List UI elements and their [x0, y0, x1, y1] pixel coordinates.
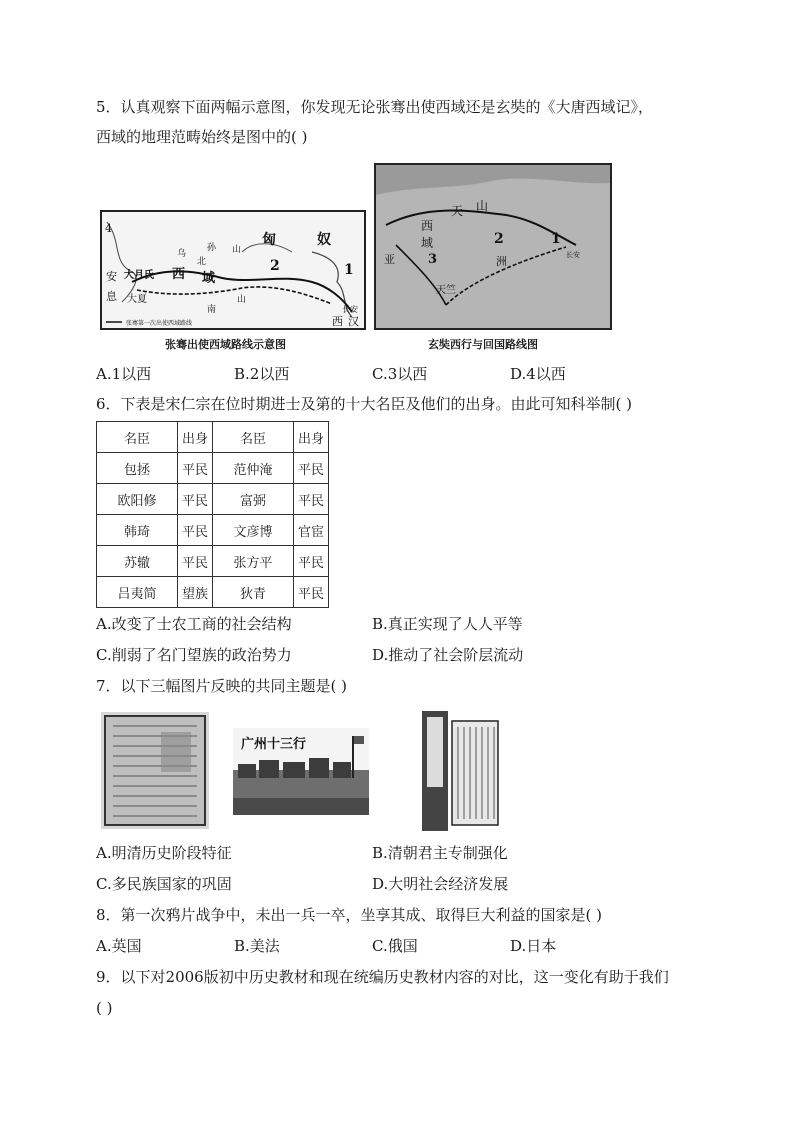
q5-option-b[interactable]: B.2以西	[234, 365, 290, 383]
q5-option-d[interactable]: D.4以西	[510, 365, 566, 383]
q7-option-c[interactable]: C.多民族国家的巩固	[96, 875, 232, 893]
map2-label: 山	[476, 199, 489, 213]
map1-label: 南	[207, 305, 217, 315]
q8-option-a[interactable]: A.英国	[96, 937, 142, 955]
table-header-cell: 出身	[294, 422, 329, 453]
question-6-text: 6．下表是宋仁宗在位时期进士及第的十大名臣及他们的出身。由此可知科举制( )	[96, 395, 633, 413]
q8-option-d[interactable]: D.日本	[510, 937, 557, 955]
map1-label: 2	[270, 258, 280, 274]
table-cell: 平民	[178, 546, 213, 577]
q8-option-b[interactable]: B.美法	[234, 937, 280, 955]
question-9-text-line1: 9．以下对2006版初中历史教材和现在统编历史教材内容的对比，这一变化有助于我们	[96, 968, 669, 986]
photo2-title: 广州十三行	[241, 737, 307, 752]
zhang-qian-route-map	[100, 210, 366, 330]
table-row	[97, 484, 329, 515]
xuanzang-route-map	[374, 163, 612, 330]
xuanzang-map-drawing	[376, 165, 610, 328]
table-cell: 平民	[294, 546, 329, 577]
q6-option-a[interactable]: A.改变了士农工商的社会结构	[96, 615, 292, 633]
map2-label: 域	[421, 236, 434, 250]
map1-label: 匈	[262, 232, 276, 248]
map2-label: 西	[421, 219, 434, 233]
table-cell: 平民	[294, 484, 329, 515]
map1-label: 汉	[348, 315, 359, 328]
q6-option-b[interactable]: B.真正实现了人人平等	[372, 615, 523, 633]
map1-label: 大夏	[127, 294, 147, 305]
map1-label: 大月氏	[124, 270, 154, 281]
table-row	[97, 515, 329, 546]
table-header-cell: 名臣	[97, 422, 178, 453]
q5-option-c[interactable]: C.3以西	[372, 365, 428, 383]
map2-label: 洲	[496, 255, 507, 268]
map2-label: 3	[428, 252, 438, 267]
map2-label: 天	[451, 204, 464, 218]
ministers-table	[96, 421, 329, 608]
table-cell: 苏辙	[97, 546, 178, 577]
map1-label: 西	[172, 267, 186, 282]
table-row	[97, 546, 329, 577]
question-5-text-line1: 5．认真观察下面两幅示意图，你发现无论张骞出使西域还是玄奘的《大唐西域记》，	[96, 98, 654, 116]
map2-label: 长安	[566, 251, 580, 259]
q7-option-b[interactable]: B.清朝君主专制强化	[372, 844, 508, 862]
table-cell: 望族	[178, 577, 213, 608]
question-7-text: 7．以下三幅图片反映的共同主题是( )	[96, 677, 348, 695]
map2-caption: 玄奘西行与回国路线图	[428, 338, 538, 351]
map1-legend: 张骞第一次出使西域路线	[126, 320, 193, 327]
table-header-row	[97, 422, 329, 453]
map1-label: 长安	[342, 305, 358, 314]
table-row	[97, 577, 329, 608]
table-cell: 包拯	[97, 453, 178, 484]
table-cell: 狄青	[213, 577, 294, 608]
table-cell: 平民	[294, 453, 329, 484]
q7-option-a[interactable]: A.明清历史阶段特征	[96, 844, 232, 862]
map1-label: 乌	[177, 249, 187, 259]
map1-label: 山	[237, 295, 247, 305]
map2-label: 亚	[384, 253, 395, 266]
table-row	[97, 453, 329, 484]
map1-label: 奴	[317, 232, 331, 248]
zhang-qian-map-drawing	[102, 212, 364, 328]
question-9-text-line2: ( )	[96, 999, 113, 1017]
map1-label: 域	[202, 271, 216, 286]
q6-option-c[interactable]: C.削弱了名门望族的政治势力	[96, 646, 292, 664]
map1-label: 息	[106, 290, 117, 303]
map1-label: 西	[332, 315, 343, 328]
table-cell: 范仲淹	[213, 453, 294, 484]
table-cell: 文彦博	[213, 515, 294, 546]
q8-option-c[interactable]: C.俄国	[372, 937, 418, 955]
map1-caption: 张骞出使西域路线示意图	[165, 338, 286, 351]
map1-label: 4	[105, 222, 112, 235]
table-cell: 平民	[178, 484, 213, 515]
map1-label: 山	[232, 245, 242, 255]
table-cell: 平民	[294, 577, 329, 608]
map1-label: 北	[197, 257, 207, 267]
q5-option-a[interactable]: A.1以西	[96, 365, 152, 383]
table-cell: 韩琦	[97, 515, 178, 546]
table-cell: 张方平	[213, 546, 294, 577]
table-cell: 富弼	[213, 484, 294, 515]
question-5-text-line2: 西域的地理范畴始终是图中的( )	[96, 128, 308, 146]
map2-label: 1	[551, 231, 561, 247]
table-cell: 吕夷简	[97, 577, 178, 608]
table-cell: 平民	[178, 515, 213, 546]
historical-document-photo	[101, 712, 209, 829]
q6-option-d[interactable]: D.推动了社会阶层流动	[372, 646, 524, 664]
table-header-cell: 出身	[178, 422, 213, 453]
question-8-text: 8．第一次鸦片战争中，未出一兵一卒，坐享其成、取得巨大利益的国家是( )	[96, 906, 603, 924]
table-cell: 官宦	[294, 515, 329, 546]
map2-label: 天竺	[436, 285, 456, 296]
map2-label: 2	[494, 231, 504, 247]
map1-label: 安	[106, 270, 117, 283]
q7-option-d[interactable]: D.大明社会经济发展	[372, 875, 509, 893]
guangzhou-thirteen-hongs-photo	[233, 728, 369, 815]
ancient-book-photo	[422, 711, 502, 831]
table-header-cell: 名臣	[213, 422, 294, 453]
map1-label: 1	[344, 262, 354, 278]
table-cell: 平民	[178, 453, 213, 484]
map1-label: 孙	[207, 243, 217, 253]
table-cell: 欧阳修	[97, 484, 178, 515]
